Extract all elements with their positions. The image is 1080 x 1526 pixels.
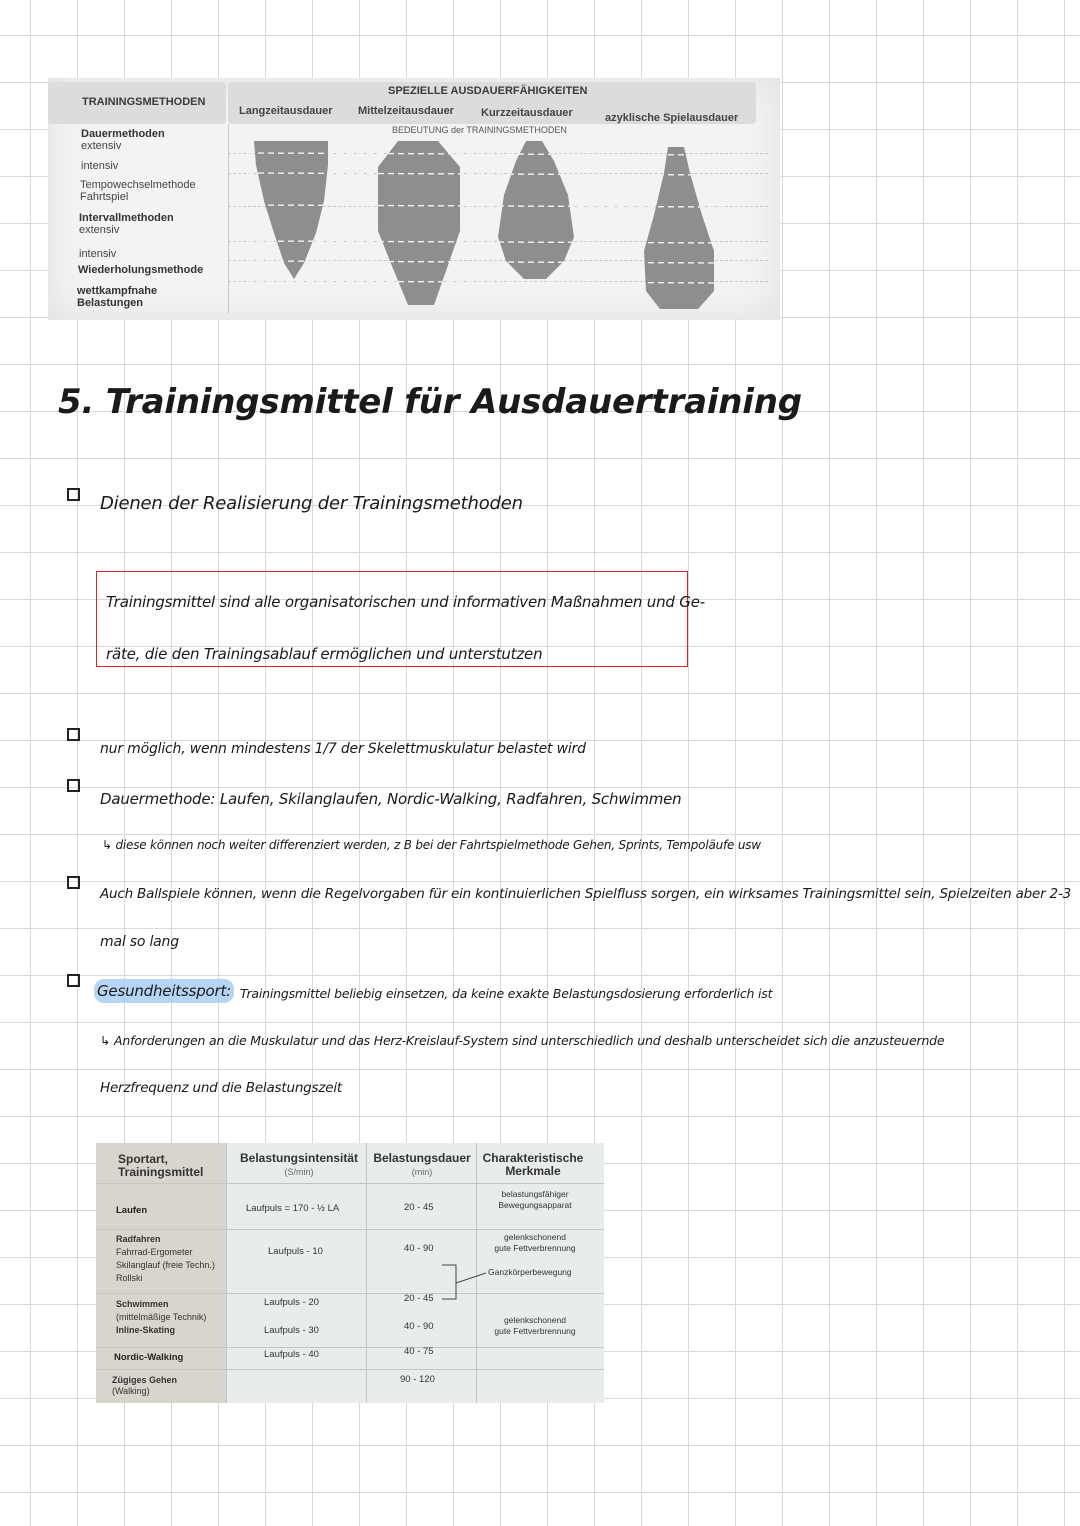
header-intensity: Belastungsintensität bbox=[239, 1151, 359, 1165]
checkbox-1[interactable] bbox=[67, 488, 80, 501]
laufen-features: belastungsfähiger Bewegungsapparat bbox=[498, 1189, 572, 1210]
row-nordic-walking: Nordic-Walking bbox=[114, 1352, 184, 1363]
row-radfahren: Radfahren Fahrrad-Ergometer Skilanglauf (freie Techn.) Rollski bbox=[116, 1234, 215, 1283]
row-zuegiges-gehen: Zügiges Gehen (Walking) bbox=[112, 1375, 178, 1396]
header-sportart: Sportart, Trainingsmittel bbox=[118, 1152, 204, 1179]
methods-importance-shapes bbox=[228, 133, 768, 313]
schwimmen-features: gelenkschonend gute Fettverbrennung bbox=[494, 1315, 576, 1336]
methods-importance-subheader: BEDEUTUNG der TRAININGSMETHODEN bbox=[392, 125, 567, 135]
radfahren-feature-ganzkoerper: Ganzkörperbewegung bbox=[488, 1267, 572, 1277]
header-duration: Belastungsdauer bbox=[373, 1151, 471, 1165]
method-wiederholung: Wiederholungsmethode bbox=[78, 264, 204, 276]
shape-kurzzeit bbox=[498, 141, 574, 279]
endurance-abilities-header-label: SPEZIELLE AUSDAUERFÄHIGKEITEN bbox=[388, 85, 588, 97]
shape-mittelzeit bbox=[378, 141, 460, 305]
sport-table-photo bbox=[96, 1143, 604, 1403]
section-heading: 5. Trainingsmittel für Ausdauertraining bbox=[58, 382, 802, 422]
checkbox-3[interactable] bbox=[67, 779, 80, 792]
radfahren-duration: 40 - 90 bbox=[404, 1243, 434, 1254]
header-features: Charakteristische Merkmale bbox=[482, 1151, 584, 1178]
inline-intensity: Laufpuls - 30 bbox=[264, 1325, 319, 1336]
bullet-gesundheitssport-text: Trainingsmittel beliebig einsetzen, da keine exakte Belastungsdosierung erforderlich ist bbox=[240, 986, 773, 1001]
bullet-dienen: Dienen der Realisierung der Trainingsmethoden bbox=[100, 493, 523, 514]
row-laufen: Laufen bbox=[116, 1205, 148, 1216]
header-duration-unit: (min) bbox=[411, 1167, 433, 1177]
schwimmen-duration: 20 - 45 bbox=[404, 1293, 434, 1304]
laufen-duration: 20 - 45 bbox=[404, 1202, 434, 1213]
schwimmen-intensity: Laufpuls - 20 bbox=[264, 1297, 319, 1308]
training-methods-photo bbox=[48, 78, 780, 320]
bullet-skelettmuskulatur: nur möglich, wenn mindestens 1/7 der Skelettmuskulatur belastet wird bbox=[100, 741, 586, 757]
method-dauermethoden: Dauermethoden extensiv bbox=[81, 128, 165, 152]
training-methods-header-label: TRAININGSMETHODEN bbox=[82, 96, 206, 108]
bullet-dauermethode-sub: ↳ diese können noch weiter differenziert werden, z B bei der Fahrtspielmethode Gehen, Sprints, Tempoläufe usw bbox=[102, 838, 761, 852]
laufen-intensity: Laufpuls = 170 - ½ LA bbox=[246, 1203, 340, 1214]
header-intensity-unit: (S/min) bbox=[284, 1167, 314, 1177]
gehen-duration: 90 - 120 bbox=[400, 1374, 435, 1385]
method-intensiv-1: intensiv bbox=[81, 160, 119, 172]
bullet-gesundheitssport-label: Gesundheitssport: bbox=[97, 982, 232, 1000]
checkbox-4[interactable] bbox=[67, 876, 80, 889]
shape-azyklisch bbox=[644, 147, 714, 309]
shape-langzeit bbox=[254, 141, 328, 279]
bullet-anforderungen-line-1: ↳ Anforderungen an die Muskulatur und das Herz-Kreislauf-System sind unterschiedlich und deshalb unterscheidet sich die anzusteuernde bbox=[100, 1033, 945, 1048]
column-mittelzeit: Mittelzeitausdauer bbox=[358, 105, 454, 117]
column-kurzzeit: Kurzzeitausdauer bbox=[481, 107, 573, 119]
bullet-dauermethode: Dauermethode: Laufen, Skilanglaufen, Nordic-Walking, Radfahren, Schwimmen bbox=[100, 790, 682, 808]
method-intensiv-2: intensiv bbox=[79, 248, 117, 260]
definition-line-2: räte, die den Trainingsablauf ermöglichen und unterstutzen bbox=[106, 645, 543, 663]
nordic-duration: 40 - 75 bbox=[404, 1346, 434, 1357]
bullet-anforderungen-line-2: Herzfrequenz und die Belastungszeit bbox=[100, 1080, 343, 1096]
radfahren-intensity: Laufpuls - 10 bbox=[268, 1246, 323, 1257]
method-tempowechsel: Tempowechselmethode Fahrtspiel bbox=[80, 179, 196, 203]
checkbox-2[interactable] bbox=[67, 728, 80, 741]
column-langzeit: Langzeitausdauer bbox=[239, 105, 333, 117]
radfahren-features: gelenkschonend gute Fettverbrennung bbox=[494, 1232, 576, 1253]
nordic-intensity: Laufpuls - 40 bbox=[264, 1349, 319, 1360]
column-azyklisch: azyklische Spielausdauer bbox=[605, 112, 739, 124]
bullet-ballspiele-line-1: Auch Ballspiele können, wenn die Regelvorgaben für ein kontinuierlichen Spielfluss sorgen, ein wirksames Trainingsmittel sein, Spielzeiten aber 2-3 bbox=[100, 886, 1072, 902]
definition-line-1: Trainingsmittel sind alle organisatorischen und informativen Maßnahmen und Ge- bbox=[106, 593, 705, 611]
bullet-ballspiele-line-2: mal so lang bbox=[100, 934, 179, 950]
inline-duration: 40 - 90 bbox=[404, 1321, 434, 1332]
row-schwimmen: Schwimmen (mittelmäßige Technik) Inline-Skating bbox=[116, 1299, 207, 1335]
checkbox-5[interactable] bbox=[67, 974, 80, 987]
method-wettkampf: wettkampfnahe Belastungen bbox=[77, 285, 158, 309]
method-intervall: Intervallmethoden extensiv bbox=[79, 212, 174, 236]
bracket-connector bbox=[436, 1263, 496, 1303]
